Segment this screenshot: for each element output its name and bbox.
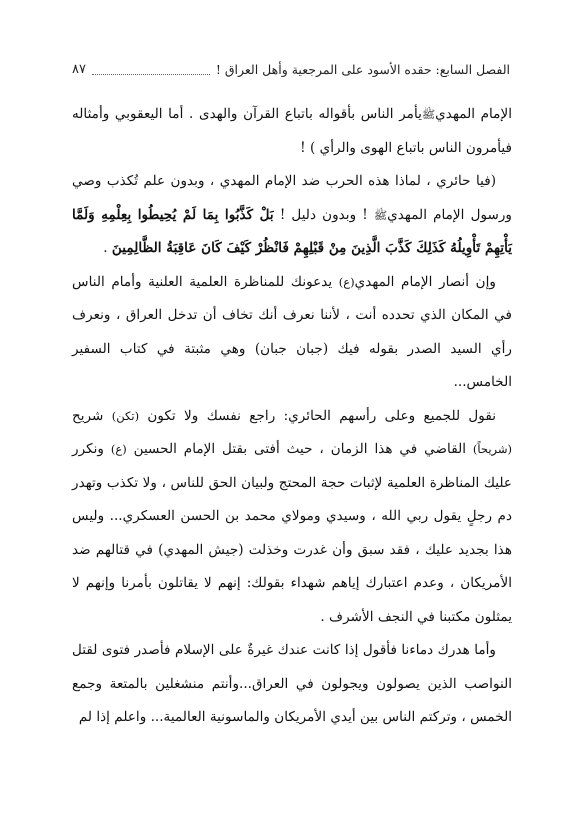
paragraph-text: ﷺ: [421, 108, 436, 121]
paragraph-text: القاضي في هذا الزمان ، حيث أفتى بقتل الإمام الحسين: [126, 441, 473, 457]
paragraph-p5: [72, 634, 512, 735]
paragraph-text: ونكرر عليك المناظرة العلمية لإثبات حجة المحتج ولبيان الحق للناس ، ولا تكذب وتهدر دم رجلٍ يقول ربي الله ، وسيدي ومولاي محمد بن الحسن العسكري... وليس هذا بجديد عليك ، فقد سبق وأن غدرت وخذلت (جيش المهدي) في قتالهم ضد الأمريكان ، وعدم اعتبارك إياهم شهداء بقولك: إنهم لا يقاتلون بأمرنا وإنهم لا يمثلون مكتبنا في النجف الأشرف .: [72, 441, 512, 625]
paragraph-text: ! وبدون دليل !: [273, 206, 374, 223]
paragraph-p4: [72, 400, 512, 635]
chapter-title: الفصل السابع: حقده الأسود على المرجعية وأهل العراق !: [215, 61, 510, 77]
paragraph-text: وإن أنصار الإمام المهدي: [354, 273, 496, 290]
page-number: ٨٧: [72, 61, 86, 77]
paragraph-text: (شريحاً): [472, 442, 512, 456]
paragraph-text: ﷺ: [373, 208, 388, 222]
quran-verse: بَلْ كَذَّبُوا بِمَا لَمْ يُحِيطُوا بِعِلْمِهِ وَلَمَّا يَأْتِهِمْ تَأْوِيلُهُ كَذَلِكَ كَذَّبَ الَّذِينَ مِنْ قَبْلِهِمْ فَانْظُرْ كَيْفَ كَانَ عَاقِبَةُ الظَّالِمِينَ: [72, 206, 512, 256]
body-text: [72, 98, 512, 735]
paragraph-text: (ع): [110, 442, 127, 456]
paragraph-p1: [72, 98, 512, 165]
paragraph-text: نقول للجميع وعلى رأسهم الحائري: راجع نفسك ولا تكون: [139, 407, 496, 424]
paragraph-text: (ع): [338, 274, 355, 289]
paragraph-text: شريح: [72, 407, 112, 424]
paragraph-text: الإمام المهدي: [435, 106, 512, 122]
paragraph-text: (فيا حائري ، لماذا هذه الحرب ضد الإمام المهدي ، وبدون علم تُكذب وصي ورسول الإمام المهدي: [72, 173, 512, 223]
paragraph-text: (تكن): [111, 408, 140, 423]
header-dot-leader: [92, 64, 210, 75]
paragraph-p2: [72, 165, 512, 266]
running-header: [72, 58, 510, 80]
paragraph-text: .: [103, 240, 112, 256]
paragraph-text: يدعونك للمناظرة العلمية العلنية وأمام الناس في المكان الذي تحدده أنت ، لأننا نعرف أنك تخاف أن تدخل العراق ، ونعرف رأي السيد الصدر بقوله فيك (جبان جبان) وهي مثبتة في كتاب السفير الخامس...: [72, 273, 512, 390]
paragraph-p3: [72, 266, 512, 400]
paragraph-text: يأمر الناس بأقواله باتباع القرآن والهدى . أما اليعقوبي وأمثاله فيأمرون الناس باتباع الهوى والرأي ) !: [72, 106, 512, 156]
paragraph-text: وأما هدرك دماءنا فأقول إذا كانت عندك غيرةٌ على الإسلام فأصدر فتوى لقتل النواصب الذين يصولون ويجولون في العراق...وأنتم منشغلين بالمتعة وجمع الخمس ، وتركتم الناس بين أيدي الأمريكان والماسونية العالمية... واعلم إذا لم: [72, 642, 512, 725]
